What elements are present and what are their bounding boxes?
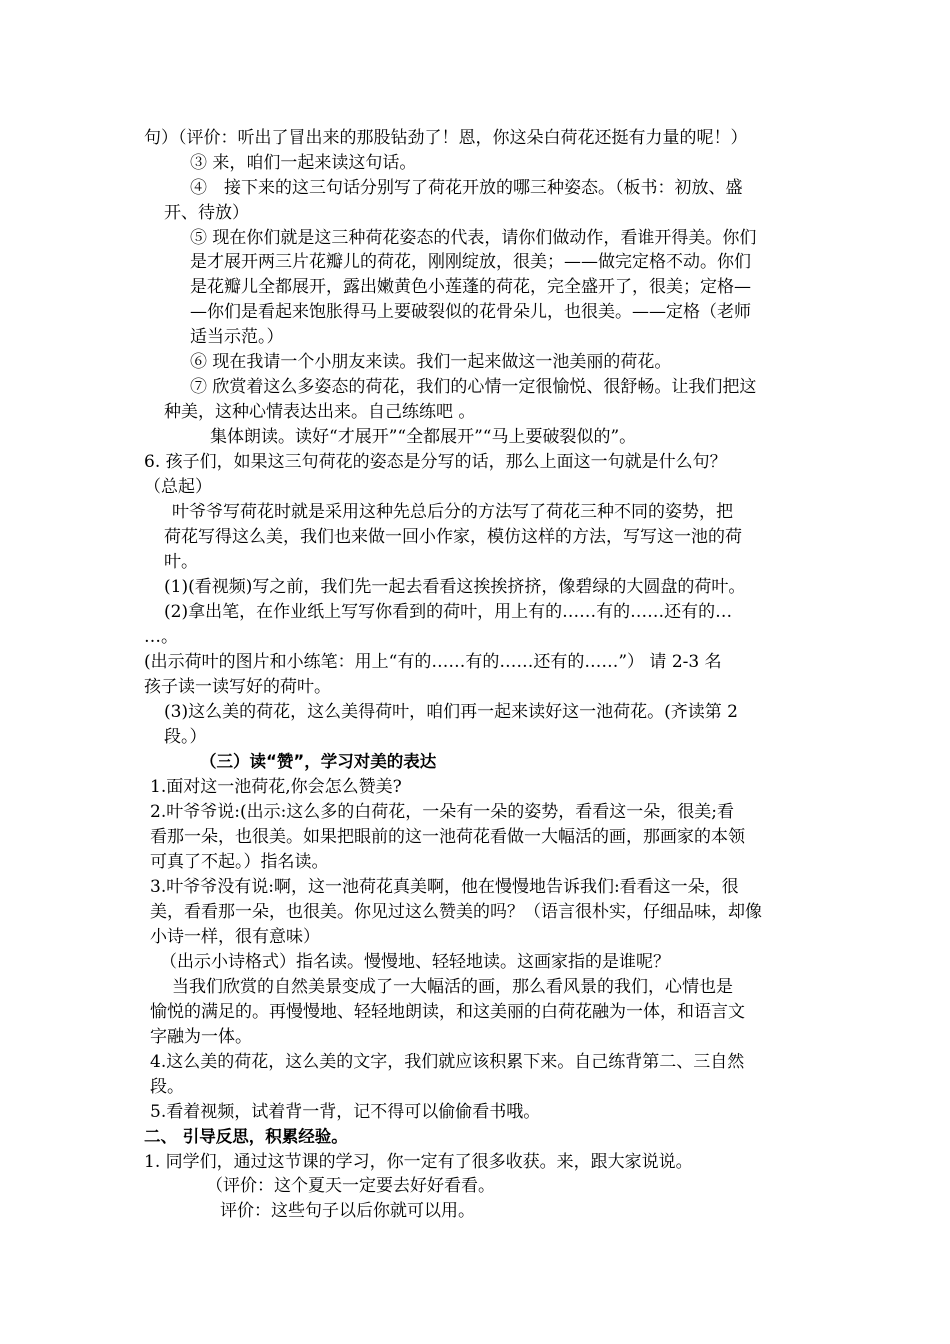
text-line: 评价：这些句子以后你就可以用。 bbox=[220, 1201, 475, 1221]
text-line: 1.面对这一池荷花,你会怎么赞美? bbox=[150, 777, 402, 797]
text-line: ⑦ 欣赏着这么多姿态的荷花，我们的心情一定很愉悦、很舒畅。让我们把这 bbox=[190, 377, 757, 397]
text-line: 叶。 bbox=[164, 552, 198, 572]
section-heading: （三）读“赞”，学习对美的表达 bbox=[200, 752, 437, 771]
text-line: 3.叶爷爷没有说:啊，这一池荷花真美啊，他在慢慢地告诉我们:看看这一朵，很 bbox=[150, 877, 739, 897]
text-line: 句）（评价：听出了冒出来的那股钻劲了！恩，你这朵白荷花还挺有力量的呢！） bbox=[144, 128, 748, 148]
text-line: ④ 接下来的这三句话分别写了荷花开放的哪三种姿态。（板书：初放、盛 bbox=[190, 178, 743, 198]
text-line: 是才展开两三片花瓣儿的荷花，刚刚绽放，很美；——做完定格不动。你们 bbox=[190, 252, 751, 272]
text-line: 叶爷爷写荷花时就是采用这种先总后分的方法写了荷花三种不同的姿势，把 bbox=[172, 502, 733, 522]
text-line: 看那一朵，也很美。如果把眼前的这一池荷花看做一大幅活的画，那画家的本领 bbox=[150, 827, 745, 847]
text-line: 愉悦的满足的。再慢慢地、轻轻地朗读，和这美丽的白荷花融为一体，和语言文 bbox=[150, 1002, 745, 1022]
text-line: ⑥ 现在我请一个小朋友来读。我们一起来做这一池美丽的荷花。 bbox=[190, 352, 672, 372]
text-line: 适当示范。） bbox=[190, 327, 284, 347]
section-heading: 二、 引导反思，积累经验。 bbox=[144, 1127, 348, 1146]
text-line: —你们是看起来饱胀得马上要破裂似的花骨朵儿，也很美。——定格（老师 bbox=[190, 302, 751, 322]
text-line: …。 bbox=[144, 627, 178, 647]
text-line: 种美，这种心情表达出来。自己练练吧 。 bbox=[164, 402, 476, 422]
text-line: (2)拿出笔，在作业纸上写写你看到的荷叶，用上有的……有的……还有的… bbox=[164, 602, 733, 622]
text-line: 6. 孩子们，如果这三句荷花的姿态是分写的话，那么上面这一句就是什么句？ bbox=[144, 452, 727, 472]
text-line: 是花瓣儿全都展开，露出嫩黄色小莲蓬的荷花，完全盛开了，很美；定格— bbox=[190, 277, 751, 297]
text-line: 当我们欣赏的自然美景变成了一大幅活的画，那么看风景的我们，心情也是 bbox=[172, 977, 733, 997]
text-line: 集体朗读。读好“才展开”“全都展开”“马上要破裂似的”。 bbox=[210, 427, 637, 447]
text-line: (1)(看视频)写之前，我们先一起去看看这挨挨挤挤，像碧绿的大圆盘的荷叶。 bbox=[164, 577, 746, 597]
text-line: （评价：这个夏天一定要去好好看看。 bbox=[206, 1176, 495, 1196]
text-line: (3)这么美的荷花，这么美得荷叶，咱们再一起来读好这一池荷花。(齐读第 2 bbox=[164, 702, 738, 722]
text-line: （总起） bbox=[144, 477, 212, 497]
text-line: 段。） bbox=[164, 727, 207, 747]
text-line: 2.叶爷爷说:(出示:这么多的白荷花，一朵有一朵的姿势，看看这一朵，很美;看 bbox=[150, 802, 735, 822]
text-line: 段。 bbox=[150, 1077, 184, 1097]
text-line: 孩子读一读写好的荷叶。 bbox=[144, 677, 331, 697]
text-line: 4.这么美的荷花，这么美的文字，我们就应该积累下来。自己练背第二、三自然 bbox=[150, 1052, 745, 1072]
text-line: 美，看看那一朵，也很美。你见过这么赞美的吗？（语言很朴实，仔细品味，却像 bbox=[150, 902, 762, 922]
text-line: 开、待放） bbox=[164, 203, 249, 223]
text-line: 小诗一样，很有意味） bbox=[150, 927, 320, 947]
text-line: ⑤ 现在你们就是这三种荷花姿态的代表，请你们做动作，看谁开得美。你们 bbox=[190, 228, 757, 248]
text-line: ③ 来，咱们一起来读这句话。 bbox=[190, 153, 417, 173]
text-line: 1. 同学们，通过这节课的学习，你一定有了很多收获。来，跟大家说说。 bbox=[144, 1152, 693, 1172]
text-line: （出示小诗格式）指名读。慢慢地、轻轻地读。这画家指的是谁呢？ bbox=[160, 952, 670, 972]
text-line: 字融为一体。 bbox=[150, 1027, 252, 1047]
text-line: (出示荷叶的图片和小练笔：用上“有的……有的……还有的……”） 请 2-3 名 bbox=[144, 652, 722, 672]
text-line: 5.看着视频，试着背一背，记不得可以偷偷看书哦。 bbox=[150, 1102, 541, 1122]
text-line: 可真了不起。）指名读。 bbox=[150, 852, 329, 872]
text-line: 荷花写得这么美，我们也来做一回小作家，模仿这样的方法，写写这一池的荷 bbox=[164, 527, 742, 547]
